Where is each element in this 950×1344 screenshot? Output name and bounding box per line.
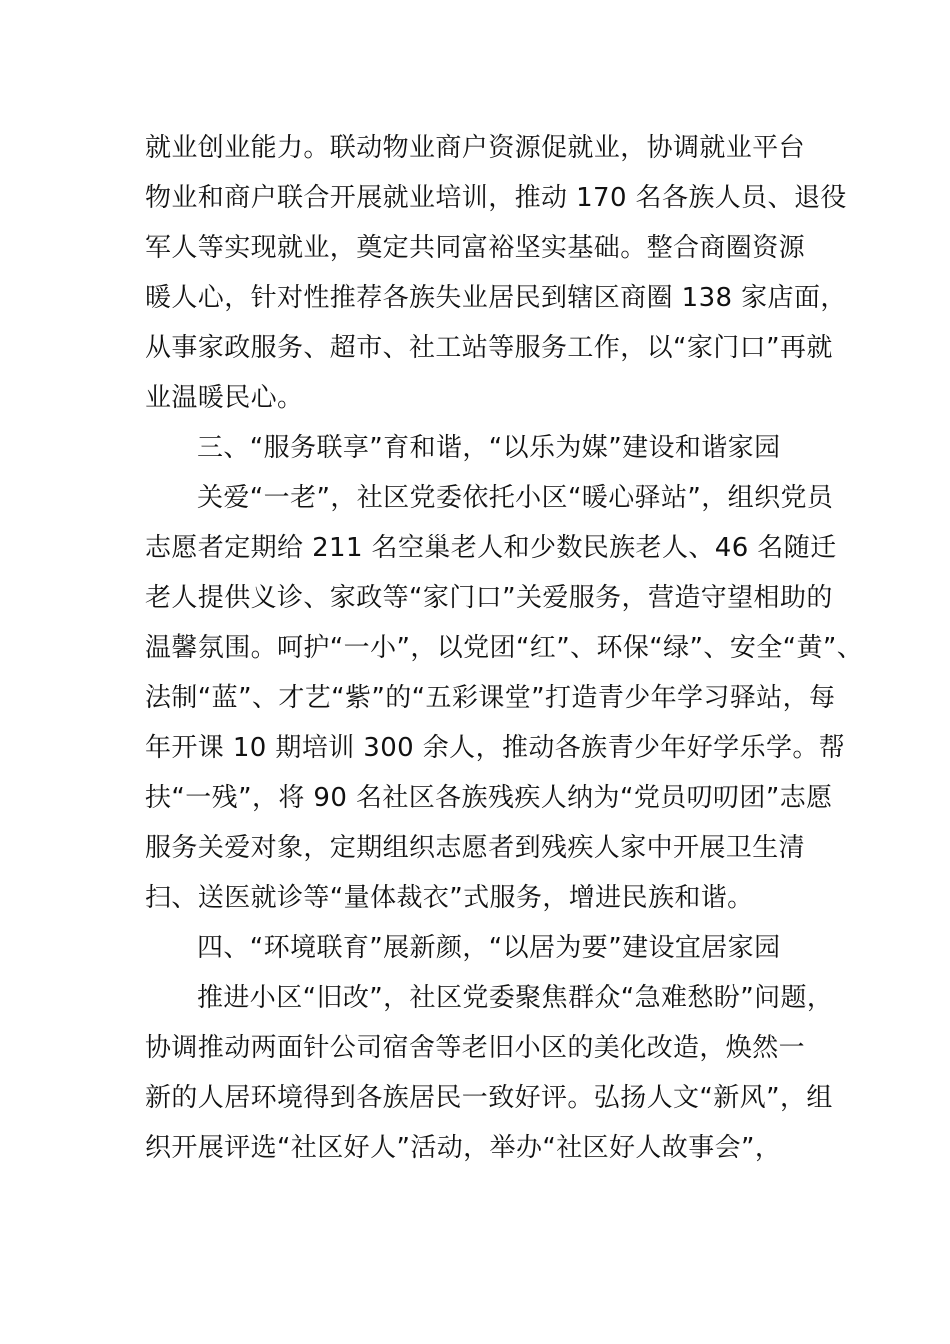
text-line: 老人提供义诊、家政等“家门口”关爱服务，营造守望相助的: [145, 583, 833, 613]
text-line: 温馨氛围。呵护“一小”，以党团“红”、环保“绿”、安全“黄”、: [145, 633, 864, 663]
text-line: 军人等实现就业，奠定共同富裕坚实基础。整合商圈资源: [145, 233, 806, 263]
section-heading: 四、“环境联育”展新颜，“以居为要”建设宜居家园: [197, 933, 781, 963]
paragraph-first-line: 推进小区“旧改”，社区党委聚焦群众“急难愁盼”问题，: [197, 983, 834, 1013]
text-line: 扫、送医就诊等“量体裁衣”式服务，增进民族和谐。: [145, 883, 754, 913]
text-line: 扶“一残”，将 90 名社区各族残疾人纳为“党员叨叨团”志愿: [145, 783, 833, 813]
text-line: 织开展评选“社区好人”活动，举办“社区好人故事会”，: [145, 1133, 782, 1163]
text-line: 协调推动两面针公司宿舍等老旧小区的美化改造，焕然一: [145, 1033, 806, 1063]
text-line: 业温暖民心。: [145, 383, 304, 413]
text-line: 就业创业能力。联动物业商户资源促就业，协调就业平台: [145, 133, 806, 163]
text-line: 法制“蓝”、才艺“紫”的“五彩课堂”打造青少年学习驿站，每: [145, 683, 836, 713]
text-line: 新的人居环境得到各族居民一致好评。弘扬人文“新风”，组: [145, 1083, 833, 1113]
paragraph-first-line: 关爱“一老”，社区党委依托小区“暖心驿站”，组织党员: [197, 483, 834, 513]
text-line: 志愿者定期给 211 名空巢老人和少数民族老人、46 名随迁: [145, 533, 837, 563]
text-line: 暖人心，针对性推荐各族失业居民到辖区商圈 138 家店面，: [145, 283, 847, 313]
text-line: 服务关爱对象，定期组织志愿者到残疾人家中开展卫生清: [145, 833, 806, 863]
text-line: 物业和商户联合开展就业培训，推动 170 名各族人员、退役: [145, 183, 847, 213]
text-line: 年开课 10 期培训 300 余人，推动各族青少年好学乐学。帮: [145, 733, 846, 763]
text-line: 从事家政服务、超市、社工站等服务工作，以“家门口”再就: [145, 333, 833, 363]
section-heading: 三、“服务联享”育和谐，“以乐为媒”建设和谐家园: [197, 433, 781, 463]
